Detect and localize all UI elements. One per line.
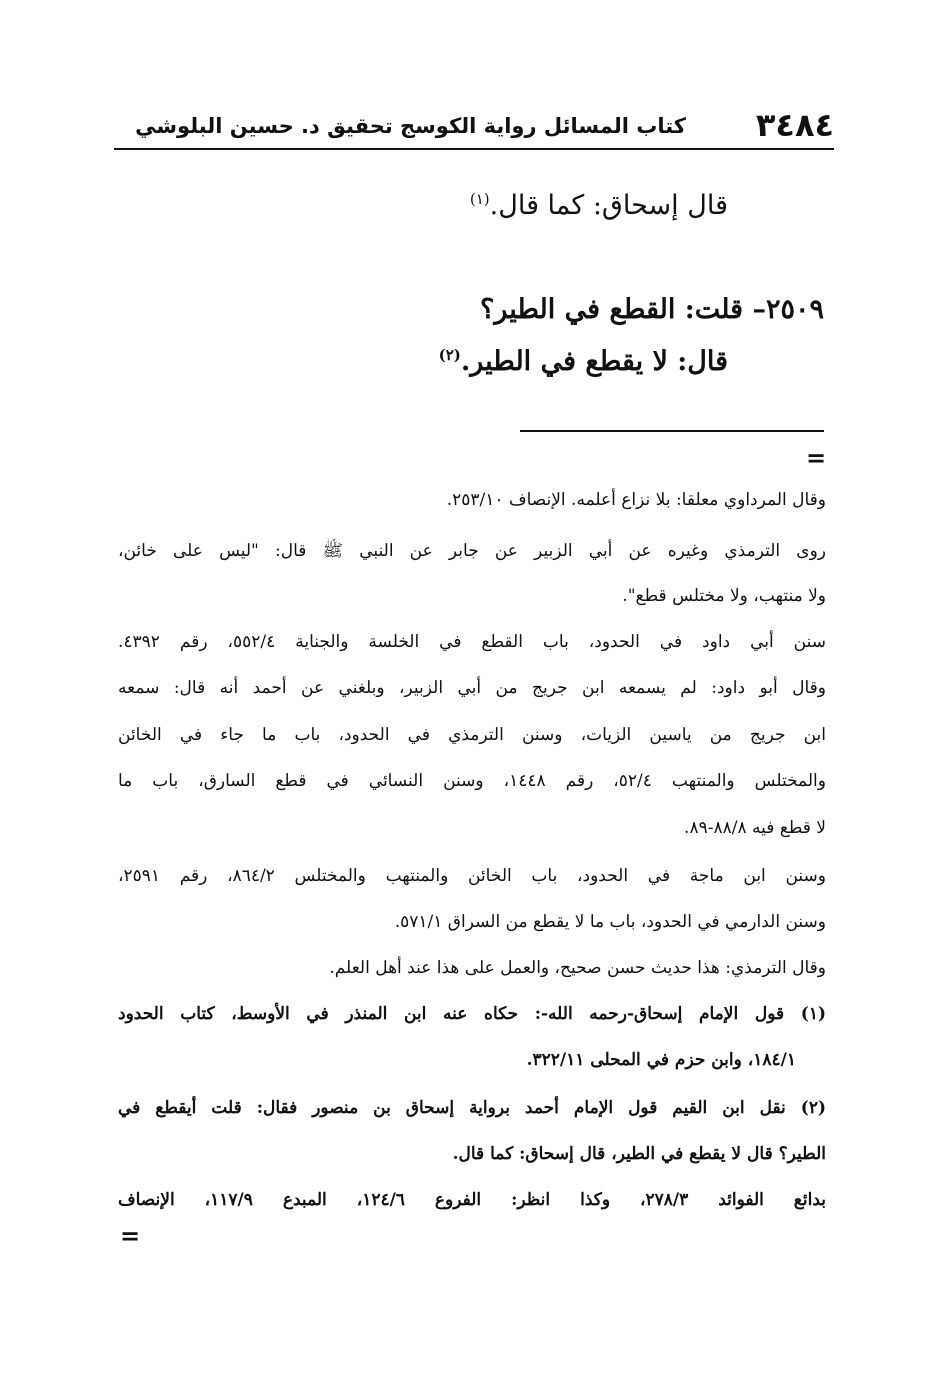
footnote-1-line-2: ١٨٤/١، وابن حزم في المحلى ٣٢٢/١١. <box>526 1050 796 1070</box>
question-text: ٢٥٠٩– قلت: القطع في الطير؟ <box>479 294 824 325</box>
question-2509 <box>480 294 824 325</box>
footnote-line-1: وقال المرداوي معلقا: بلا نزاع أعلمه. الإنصاف ٢٥٣/١٠. <box>446 490 826 510</box>
continuation-mark-top: = <box>806 444 827 472</box>
footnote-line-6: ابن جريج من ياسين الزيات، وسنن الترمذي في الحدود، باب ما جاء في الخائن <box>118 725 826 745</box>
footnote-rule <box>520 430 824 432</box>
footnote-line-11: وقال الترمذي: هذا حديث حسن صحيح، والعمل على هذا عند أهل العلم. <box>329 958 826 978</box>
footnote-line-9: وسنن ابن ماجة في الحدود، باب الخائن والمنتهب والمختلس ٨٦٤/٢، رقم ٢٥٩١، <box>118 866 826 886</box>
page-number: ٣٤٨٤ <box>755 106 834 144</box>
footnote-line-5: وقال أبو داود: لم يسمعه ابن جريج من أبي الزبير، وبلغني عن أحمد أنه قال: سمعه <box>118 678 826 698</box>
main-text-line-1 <box>470 190 728 221</box>
footnote-2-line-3: بدائع الفوائد ٢٧٨/٣، وكذا انظر: الفروع ١٢٤/٦، المبدع ١١٧/٩، الإنصاف <box>118 1190 826 1210</box>
footnote-line-2: روى الترمذي وغيره عن أبي الزبير عن جابر عن النبي ﷺ قال: "ليس على خائن، <box>118 541 826 561</box>
continuation-mark-bottom: = <box>120 1222 141 1250</box>
footnote-ref-2: (٢) <box>438 346 461 364</box>
footnote-line-3: ولا منتهب، ولا مختلس قطع". <box>622 586 826 606</box>
header-rule <box>114 148 834 150</box>
footnote-1-line-1: (١) قول الإمام إسحاق-رحمه الله-: حكاه عنه ابن المنذر في الأوسط، كتاب الحدود <box>118 1004 826 1024</box>
ishaq-statement: قال إسحاق: كما قال. <box>489 190 728 221</box>
footnote-line-7: والمختلس والمنتهب ٥٢/٤، رقم ١٤٤٨، وسنن النسائي في قطع السارق، باب ما <box>118 771 826 791</box>
footnote-line-10: وسنن الدارمي في الحدود، باب ما لا يقطع من السراق ٥٧١/١. <box>394 912 826 932</box>
footnote-line-8: لا قطع فيه ٨٨/٨-٨٩. <box>684 818 826 838</box>
running-title: كتاب المسائل رواية الكوسج تحقيق د. حسين البلوشي <box>135 114 686 138</box>
answer-text: قال: لا يقطع في الطير. <box>460 346 728 377</box>
answer-line <box>439 346 728 377</box>
page-header <box>114 104 834 146</box>
footnote-ref-1: (١) <box>469 190 490 208</box>
footnote-2-line-2: الطير؟ قال لا يقطع في الطير، قال إسحاق: كما قال. <box>452 1144 826 1164</box>
footnote-line-4: سنن أبي داود في الحدود، باب القطع في الخلسة والجناية ٥٥٢/٤، رقم ٤٣٩٢. <box>118 632 826 652</box>
footnote-2-line-1: (٢) نقل ابن القيم قول الإمام أحمد برواية إسحاق بن منصور فقال: قلت أيقطع في <box>118 1098 826 1118</box>
